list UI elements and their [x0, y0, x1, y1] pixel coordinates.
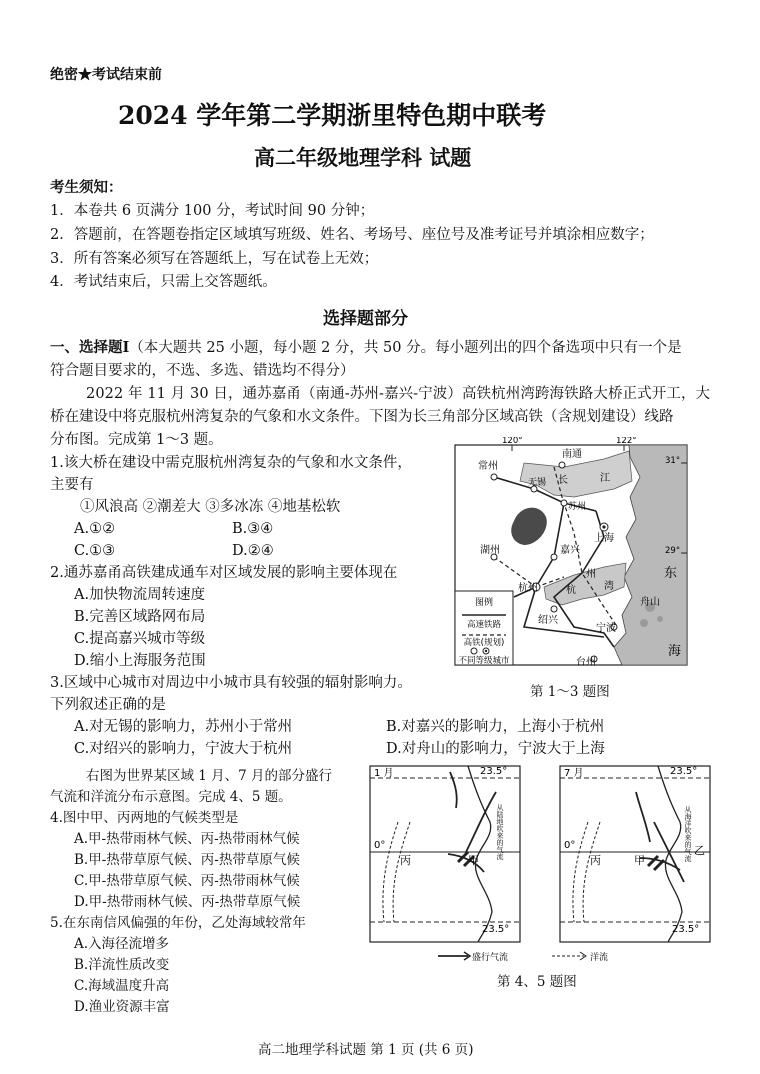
notice-item: 2．答题前，在答题卷指定区域填写班级、姓名、考场号、座位号及准考证号并填涂相应数字；	[50, 227, 654, 243]
q3-option-a[interactable]: A.对无锡的影响力，苏州小于常州	[74, 719, 293, 735]
question-3-stem-cont: 下列叙述正确的是	[50, 697, 166, 713]
q3-option-b[interactable]: B.对嘉兴的影响力，上海小于杭州	[386, 719, 605, 735]
notice-item: 4．考试结束后，只需上交答题纸。	[50, 274, 277, 290]
lon-label-122: 122°	[616, 437, 637, 446]
q2-option-a[interactable]: A.加快物流周转速度	[74, 587, 206, 603]
passage-2-line: 气流和洋流分布示意图。完成 4、5 题。	[50, 789, 292, 805]
jan-label: 1 月	[374, 768, 394, 779]
lat-label-31: 31°	[665, 456, 681, 466]
exam-title: 2024 学年第二学期浙里特色期中联考	[118, 101, 547, 130]
sea-label: 东	[664, 566, 678, 581]
question-5-stem: 5.在东南信风偏强的年份，乙处海域较常年	[50, 915, 306, 931]
passage-2-line: 右图为世界某区域 1 月、7 月的部分盛行	[86, 768, 333, 784]
city-ningbo: 宁波	[596, 623, 616, 634]
water-label: 州	[586, 569, 596, 580]
lat-label-29: 29°	[665, 546, 681, 556]
q4-option-b[interactable]: B.甲-热带草原气候、丙-热带草原气候	[74, 852, 300, 868]
passage-line: 2022 年 11 月 30 日，通苏嘉甬（南通-苏州-嘉兴-宁波）高铁杭州湾跨海铁路大桥正式开工，大	[86, 386, 711, 402]
jul-lat-s: 23.5°	[672, 924, 700, 935]
jan-bing-label: 丙	[400, 854, 411, 867]
water-label: 江	[600, 473, 610, 484]
city-huzhou: 湖州	[480, 545, 500, 556]
part-label: 一、选择题Ⅰ	[50, 339, 130, 356]
page-footer: 高二地理学科试题 第 1 页 (共 6 页)	[258, 1042, 474, 1058]
city-changzhou: 常州	[478, 461, 498, 472]
q3-option-d[interactable]: D.对舟山的影响力，宁波大于上海	[386, 741, 605, 757]
q2-option-b[interactable]: B.完善区域路网布局	[74, 609, 206, 625]
legend-wind: 盛行气流	[472, 953, 509, 963]
passage-line: 分布图。完成第 1～3 题。	[50, 432, 223, 448]
legend-title: 图例	[474, 598, 494, 608]
city-wuxi: 无锡	[528, 478, 547, 488]
jul-yi-label: 乙	[694, 844, 705, 857]
q5-option-d[interactable]: D.渔业资源丰富	[74, 999, 170, 1015]
q2-option-c[interactable]: C.提高嘉兴城市等级	[74, 631, 206, 647]
q1-option-b[interactable]: B.③④	[232, 521, 274, 537]
jul-equator: 0°	[564, 840, 576, 851]
notice-item: 3．所有答案必须写在答题纸上，写在试卷上无效；	[50, 251, 379, 267]
city-suzhou: 苏州	[568, 502, 587, 512]
water-label: 湾	[604, 581, 614, 592]
question-1-items: ①风浪高 ②潮差大 ③多冰冻 ④地基松软	[80, 499, 341, 515]
rail-map-figure	[454, 437, 690, 677]
q4-option-c[interactable]: C.甲-热带草原气候、丙-热带雨林气候	[74, 873, 300, 889]
notice-item: 1．本卷共 6 页满分 100 分，考试时间 90 分钟；	[50, 203, 375, 219]
city-zhoushan: 舟山	[640, 597, 660, 608]
exam-subtitle: 高二年级地理学科 试题	[254, 145, 472, 170]
q1-option-d[interactable]: D.②④	[232, 543, 274, 559]
passage-line: 桥在建设中将克服杭州湾复杂的气象和水文条件。下图为长三角部分区域高铁（含规划建设）线路	[50, 409, 674, 425]
jul-bing-label: 丙	[590, 854, 601, 867]
city-nantong: 南通	[562, 449, 582, 460]
q1-option-a[interactable]: A.①②	[74, 521, 116, 537]
section-title: 选择题部分	[323, 309, 408, 329]
city-shanghai: 上海	[594, 533, 614, 544]
sea-label: 海	[668, 644, 682, 659]
legend-current: 洋流	[590, 953, 609, 963]
map-1-caption: 第 1～3 题图	[530, 684, 610, 700]
city-jiaxing: 嘉兴	[560, 545, 580, 556]
part-description-cont: 符合题目要求的，不选、多选、错选均不得分）	[50, 363, 355, 379]
q4-option-a[interactable]: A.甲-热带雨林气候、丙-热带雨林气候	[74, 831, 300, 847]
jan-jia-label: 甲	[468, 854, 479, 867]
jul-note: 从海洋吹来的气流	[684, 806, 692, 862]
city-taizhou: 台州	[576, 657, 596, 668]
question-1-stem-cont: 主要有	[50, 477, 94, 493]
city-shaoxing: 绍兴	[538, 615, 558, 626]
jan-lat-n: 23.5°	[480, 766, 508, 777]
jul-label: 7 月	[564, 768, 584, 779]
lon-label-120: 120°	[502, 437, 523, 446]
q5-option-c[interactable]: C.海域温度升高	[74, 978, 170, 994]
legend-cities: 不同等级城市	[458, 656, 510, 666]
map-2-caption: 第 4、5 题图	[497, 974, 577, 990]
q1-option-c[interactable]: C.①③	[74, 543, 116, 559]
q3-option-c[interactable]: C.对绍兴的影响力，宁波大于杭州	[74, 741, 293, 757]
part-heading	[50, 341, 682, 356]
jan-note: 从陆地吹来的气流	[496, 804, 504, 860]
water-label: 杭	[566, 585, 576, 596]
question-3-stem: 3.区域中心城市对周边中小城市具有较强的辐射影响力。	[50, 675, 412, 691]
jan-lat-s: 23.5°	[482, 924, 510, 935]
legend-planned: 高铁(规划)	[463, 638, 505, 648]
question-1-stem: 1.该大桥在建设中需克服杭州湾复杂的气象和水文条件，	[50, 455, 412, 471]
jul-jia-label: 甲	[634, 854, 645, 867]
part-description: （本大题共 25 小题，每小题 2 分，共 50 分。每小题列出的四个备选项中只有一个是	[129, 340, 682, 356]
wind-current-figure	[364, 762, 720, 972]
city-hangzhou: 杭州	[518, 583, 538, 594]
water-label: 长	[558, 475, 568, 486]
q5-option-b[interactable]: B.洋流性质改变	[74, 957, 170, 973]
question-4-stem: 4.图中甲、丙两地的气候类型是	[50, 810, 239, 826]
q4-option-d[interactable]: D.甲-热带雨林气候、丙-热带草原气候	[74, 894, 301, 910]
legend-highway: 高速铁路	[466, 620, 502, 630]
jul-lat-n: 23.5°	[670, 766, 698, 777]
confidential-label: 绝密★考试结束前	[50, 67, 162, 83]
jan-equator: 0°	[374, 840, 386, 851]
notice-heading: 考生须知：	[50, 179, 123, 196]
q5-option-a[interactable]: A.入海径流增多	[74, 936, 170, 952]
q2-option-d[interactable]: D.缩小上海服务范围	[74, 653, 206, 669]
question-2-stem: 2.通苏嘉甬高铁建成通车对区域发展的影响主要体现在	[50, 565, 398, 581]
